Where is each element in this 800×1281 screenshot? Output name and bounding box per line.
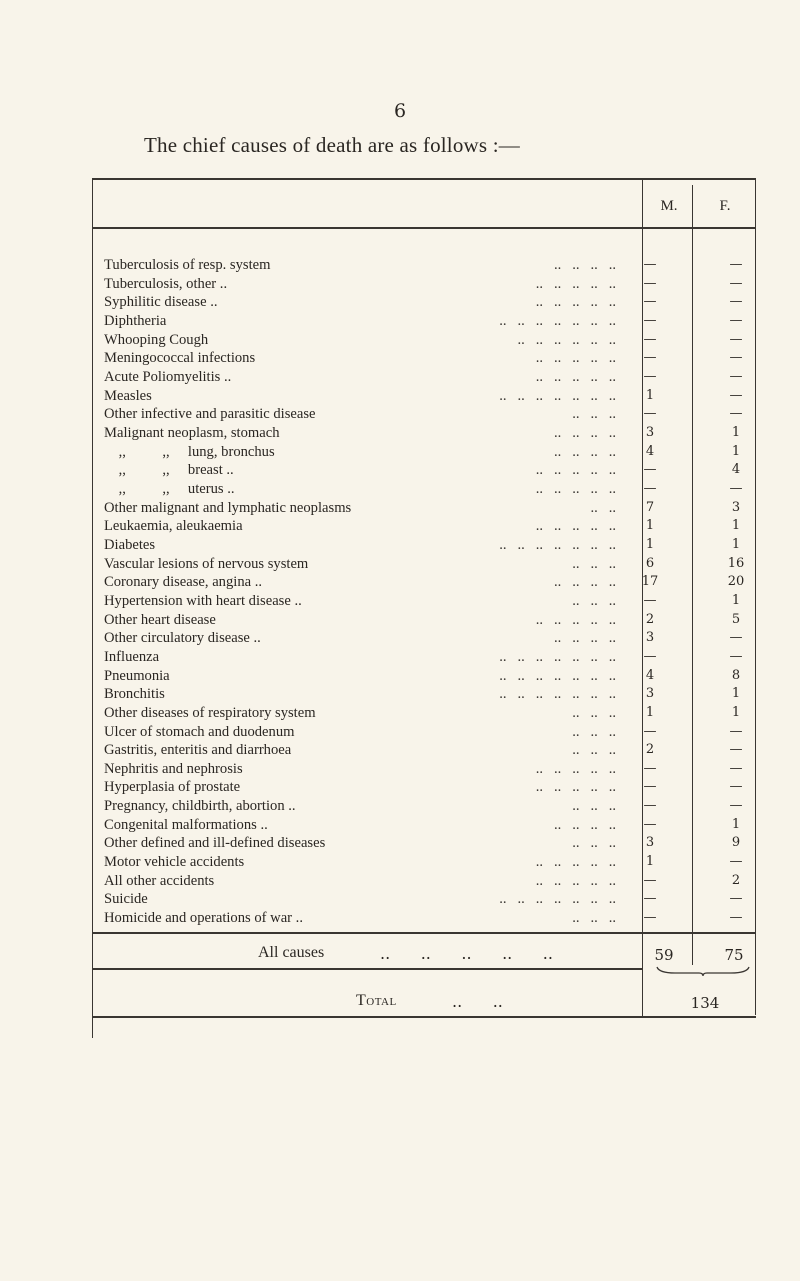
female-count: 5 xyxy=(731,611,741,627)
male-count: — xyxy=(643,779,657,795)
female-count: — xyxy=(729,648,743,664)
cause-label: Coronary disease, angina .. xyxy=(104,574,263,591)
male-count: 3 xyxy=(645,835,655,851)
female-count: — xyxy=(729,331,743,347)
leader-dots: .. .. .. .. xyxy=(553,443,616,460)
table-row xyxy=(104,797,764,815)
cause-label: Congenital malformations .. xyxy=(104,816,268,833)
table-row xyxy=(104,667,764,685)
table-row xyxy=(104,424,764,442)
male-count: 7 xyxy=(645,499,655,515)
cause-label: Malignant neoplasm, stomach xyxy=(104,424,280,441)
cause-label: Hypertension with heart disease .. xyxy=(104,592,302,609)
leader-dots: .. .. .. .. .. xyxy=(535,462,616,479)
cause-label: Vascular lesions of nervous system xyxy=(104,555,309,572)
table-row xyxy=(104,443,764,461)
cause-label: Pregnancy, childbirth, abortion .. xyxy=(104,798,296,815)
table-bottom-rule xyxy=(92,1016,756,1018)
table-row xyxy=(104,573,764,591)
brace-icon xyxy=(655,966,751,976)
total-dots: .. .. xyxy=(452,992,503,1011)
cause-label: Leukaemia, aleukaemia xyxy=(104,518,243,535)
table-row xyxy=(104,461,764,479)
male-count: — xyxy=(643,648,657,664)
cause-label: Whooping Cough xyxy=(104,331,209,348)
female-count: — xyxy=(729,723,743,739)
table-row xyxy=(104,816,764,834)
leader-dots: .. .. .. xyxy=(572,910,616,927)
cause-label: Other defined and ill-defined diseases xyxy=(104,835,326,852)
body-bottom-rule xyxy=(92,932,756,934)
cause-label: ,, ,, lung, bronchus xyxy=(104,443,275,460)
cause-label: Tuberculosis, other .. xyxy=(104,275,228,292)
table-row xyxy=(104,872,764,890)
leader-dots: .. .. .. .. .. .. .. xyxy=(499,667,616,684)
male-count: — xyxy=(643,462,657,478)
cause-label: Other circulatory disease .. xyxy=(104,630,261,647)
male-count: 1 xyxy=(645,518,655,534)
male-count: — xyxy=(643,368,657,384)
female-count: 1 xyxy=(731,686,741,702)
leader-dots: .. .. .. .. .. .. .. xyxy=(499,536,616,553)
cause-label: Other infective and parasitic disease xyxy=(104,406,316,423)
female-count: — xyxy=(729,742,743,758)
leader-dots: .. .. .. .. xyxy=(553,424,616,441)
female-count: 4 xyxy=(731,462,741,478)
male-count: — xyxy=(643,891,657,907)
male-count: — xyxy=(643,798,657,814)
allcauses-bottom-rule xyxy=(92,968,642,970)
cause-label: Syphilitic disease .. xyxy=(104,294,218,311)
female-count: 16 xyxy=(727,555,745,571)
male-count: 1 xyxy=(645,536,655,552)
male-count: — xyxy=(643,592,657,608)
all-causes-label: All causes xyxy=(258,944,325,961)
table-row xyxy=(104,387,764,405)
table-row xyxy=(104,368,764,386)
leader-dots: .. .. .. .. .. xyxy=(535,611,616,628)
leader-dots: .. .. .. xyxy=(572,592,616,609)
leader-dots: .. .. xyxy=(590,499,616,516)
female-count: 3 xyxy=(731,499,741,515)
cause-label: Ulcer of stomach and duodenum xyxy=(104,723,295,740)
leader-dots: .. .. .. .. .. xyxy=(535,294,616,311)
male-count: 3 xyxy=(645,424,655,440)
cause-label: Other malignant and lymphatic neoplasms xyxy=(104,499,352,516)
female-count: — xyxy=(729,312,743,328)
table-row xyxy=(104,331,764,349)
cause-label: ,, ,, breast .. xyxy=(104,462,234,479)
male-count: — xyxy=(643,910,657,926)
cause-label: Acute Poliomyelitis .. xyxy=(104,368,232,385)
all-causes-dots: .. .. .. .. .. xyxy=(380,944,553,963)
male-count: — xyxy=(643,275,657,291)
cause-label: Gastritis, enteritis and diarrhoea xyxy=(104,742,292,759)
cause-label: Influenza xyxy=(104,648,160,665)
cause-label: Homicide and operations of war .. xyxy=(104,910,303,927)
table-row xyxy=(104,741,764,759)
male-count: — xyxy=(643,723,657,739)
leader-dots: .. .. .. .. .. xyxy=(535,854,616,871)
cause-label: Diphtheria xyxy=(104,312,167,329)
male-count: — xyxy=(643,480,657,496)
total-value: 134 xyxy=(690,994,720,1012)
table-row xyxy=(104,834,764,852)
table-row xyxy=(104,293,764,311)
female-count: 1 xyxy=(731,592,741,608)
male-count: — xyxy=(643,406,657,422)
page-number: 6 xyxy=(393,100,407,122)
male-count: — xyxy=(643,872,657,888)
leader-dots: .. .. .. .. xyxy=(553,257,616,273)
leader-dots: .. .. .. .. .. .. .. xyxy=(499,312,616,329)
all-causes-male-value: 59 xyxy=(654,946,674,964)
leader-dots: .. .. .. .. xyxy=(553,630,616,647)
leader-dots: .. .. .. .. .. .. .. xyxy=(499,387,616,404)
female-count: 1 xyxy=(731,816,741,832)
total-label: Total xyxy=(356,992,397,1009)
table-row xyxy=(104,890,764,908)
female-count: — xyxy=(729,760,743,776)
leader-dots: .. .. .. xyxy=(572,742,616,759)
table-row xyxy=(104,853,764,871)
male-count: — xyxy=(643,257,657,272)
male-count: 17 xyxy=(641,574,659,590)
table-row xyxy=(104,275,764,293)
female-count: — xyxy=(729,257,743,272)
table-row xyxy=(104,592,764,610)
cause-label: All other accidents xyxy=(104,872,215,889)
female-count: 8 xyxy=(731,667,741,683)
table-row xyxy=(104,349,764,367)
table-row xyxy=(104,480,764,498)
male-count: 1 xyxy=(645,704,655,720)
female-count: — xyxy=(729,350,743,366)
male-count: — xyxy=(643,331,657,347)
table-top-rule xyxy=(92,178,756,180)
male-count: 1 xyxy=(645,854,655,870)
table-row xyxy=(104,312,764,330)
female-count: — xyxy=(729,798,743,814)
male-count: — xyxy=(643,816,657,832)
table-row xyxy=(104,256,764,274)
leader-dots: .. .. .. .. .. .. .. xyxy=(499,686,616,703)
female-count: — xyxy=(729,910,743,926)
leader-dots: .. .. .. xyxy=(572,555,616,572)
table-row xyxy=(104,405,764,423)
cause-label: Suicide xyxy=(104,891,148,908)
male-count: — xyxy=(643,350,657,366)
leader-dots: .. .. .. .. xyxy=(553,816,616,833)
leader-dots: .. .. .. .. .. .. .. xyxy=(499,648,616,665)
cause-label: ,, ,, uterus .. xyxy=(104,480,235,497)
column-header-m: M. xyxy=(660,198,678,214)
leader-dots: .. .. .. xyxy=(572,835,616,852)
leader-dots: .. .. .. xyxy=(572,406,616,423)
female-count: — xyxy=(729,480,743,496)
male-count: — xyxy=(643,294,657,310)
male-count: 4 xyxy=(645,667,655,683)
table-row xyxy=(104,517,764,535)
female-count: — xyxy=(729,779,743,795)
female-count: 1 xyxy=(731,443,741,459)
leader-dots: .. .. .. .. .. .. xyxy=(517,331,616,348)
table-row xyxy=(104,536,764,554)
female-count: 9 xyxy=(731,835,741,851)
female-count: — xyxy=(729,275,743,291)
cause-label: Measles xyxy=(104,387,152,404)
male-count: 3 xyxy=(645,630,655,646)
cause-label: Meningococcal infections xyxy=(104,350,256,367)
table-row xyxy=(104,648,764,666)
table-row xyxy=(104,909,764,927)
cause-label: Bronchitis xyxy=(104,686,165,703)
cause-label: Motor vehicle accidents xyxy=(104,854,245,871)
table-row xyxy=(104,499,764,517)
leader-dots: .. .. .. .. .. xyxy=(535,350,616,367)
header-bottom-rule xyxy=(92,227,756,229)
female-count: 2 xyxy=(731,872,741,888)
male-count: 1 xyxy=(645,387,655,403)
table-row xyxy=(104,778,764,796)
female-count: 1 xyxy=(731,424,741,440)
female-count: — xyxy=(729,387,743,403)
female-count: 20 xyxy=(727,574,745,590)
leader-dots: .. .. .. xyxy=(572,723,616,740)
male-count: — xyxy=(643,312,657,328)
female-count: 1 xyxy=(731,518,741,534)
cause-label: Other diseases of respiratory system xyxy=(104,704,316,721)
female-count: 1 xyxy=(731,704,741,720)
leader-dots: .. .. .. .. .. xyxy=(535,368,616,385)
leader-dots: .. .. .. .. .. xyxy=(535,275,616,292)
leader-dots: .. .. .. .. .. xyxy=(535,480,616,497)
female-count: — xyxy=(729,406,743,422)
female-count: — xyxy=(729,368,743,384)
table-row xyxy=(104,723,764,741)
leader-dots: .. .. .. .. .. xyxy=(535,872,616,889)
male-count: 6 xyxy=(645,555,655,571)
table-row xyxy=(104,629,764,647)
table-row xyxy=(104,760,764,778)
table-row xyxy=(104,555,764,573)
page-heading: The chief causes of death are as follows :— xyxy=(144,133,520,157)
female-count: 1 xyxy=(731,536,741,552)
female-count: — xyxy=(729,854,743,870)
male-count: 3 xyxy=(645,686,655,702)
table-row xyxy=(104,685,764,703)
male-count: 2 xyxy=(645,611,655,627)
cause-label: Hyperplasia of prostate xyxy=(104,779,241,796)
leader-dots: .. .. .. .. .. xyxy=(535,760,616,777)
male-count: — xyxy=(643,760,657,776)
table-left-rule xyxy=(92,180,93,1038)
cause-label: Diabetes xyxy=(104,536,156,553)
female-count: — xyxy=(729,891,743,907)
table-row xyxy=(104,704,764,722)
cause-label: Tuberculosis of resp. system xyxy=(104,257,271,273)
leader-dots: .. .. .. xyxy=(572,798,616,815)
male-count: 2 xyxy=(645,742,655,758)
cause-label: Nephritis and nephrosis xyxy=(104,760,243,777)
column-header-f: F. xyxy=(719,198,731,214)
leader-dots: .. .. .. .. .. xyxy=(535,518,616,535)
table-row xyxy=(104,611,764,629)
leader-dots: .. .. .. .. .. xyxy=(535,779,616,796)
leader-dots: .. .. .. .. .. .. .. xyxy=(499,891,616,908)
all-causes-female-value: 75 xyxy=(724,946,744,964)
leader-dots: .. .. .. .. xyxy=(553,574,616,591)
leader-dots: .. .. .. xyxy=(572,704,616,721)
female-count: — xyxy=(729,630,743,646)
cause-label: Other heart disease xyxy=(104,611,216,628)
cause-label: Pneumonia xyxy=(104,667,170,684)
female-count: — xyxy=(729,294,743,310)
male-count: 4 xyxy=(645,443,655,459)
